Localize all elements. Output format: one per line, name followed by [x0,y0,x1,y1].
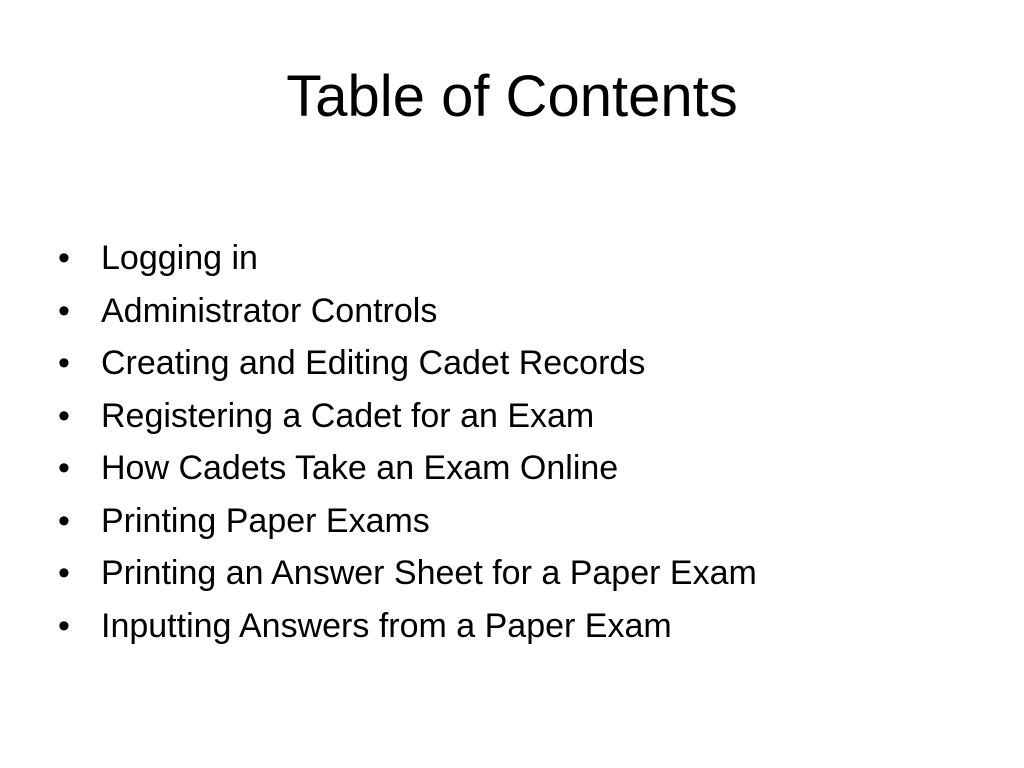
bullet-icon: • [58,449,70,487]
list-item-text: Printing Paper Exams [101,501,430,540]
list-item-text: How Cadets Take an Exam Online [101,449,619,487]
bullet-icon: • [58,501,70,540]
list-item-text: Creating and Editing Cadet Records [101,344,646,382]
list-item [58,337,757,390]
list-item [58,442,757,495]
slide-title: Table of Contents [286,64,738,129]
bullet-icon: • [58,291,70,330]
bullet-icon: • [58,344,70,382]
bullet-icon: • [58,554,70,592]
bullet-icon: • [58,239,70,277]
list-item [58,547,757,600]
list-item [58,495,757,548]
list-item [58,390,757,443]
bullet-icon: • [58,396,70,435]
list-item [58,600,757,653]
bullet-icon: • [58,606,70,645]
list-item-text: Registering a Cadet for an Exam [101,396,595,435]
table-of-contents-list [58,232,757,652]
list-item-text: Logging in [101,239,258,277]
list-item-text: Inputting Answers from a Paper Exam [101,606,672,645]
list-item-text: Printing an Answer Sheet for a Paper Exam [101,554,757,592]
list-item [58,285,757,338]
list-item [58,232,757,285]
list-item-text: Administrator Controls [101,291,438,330]
